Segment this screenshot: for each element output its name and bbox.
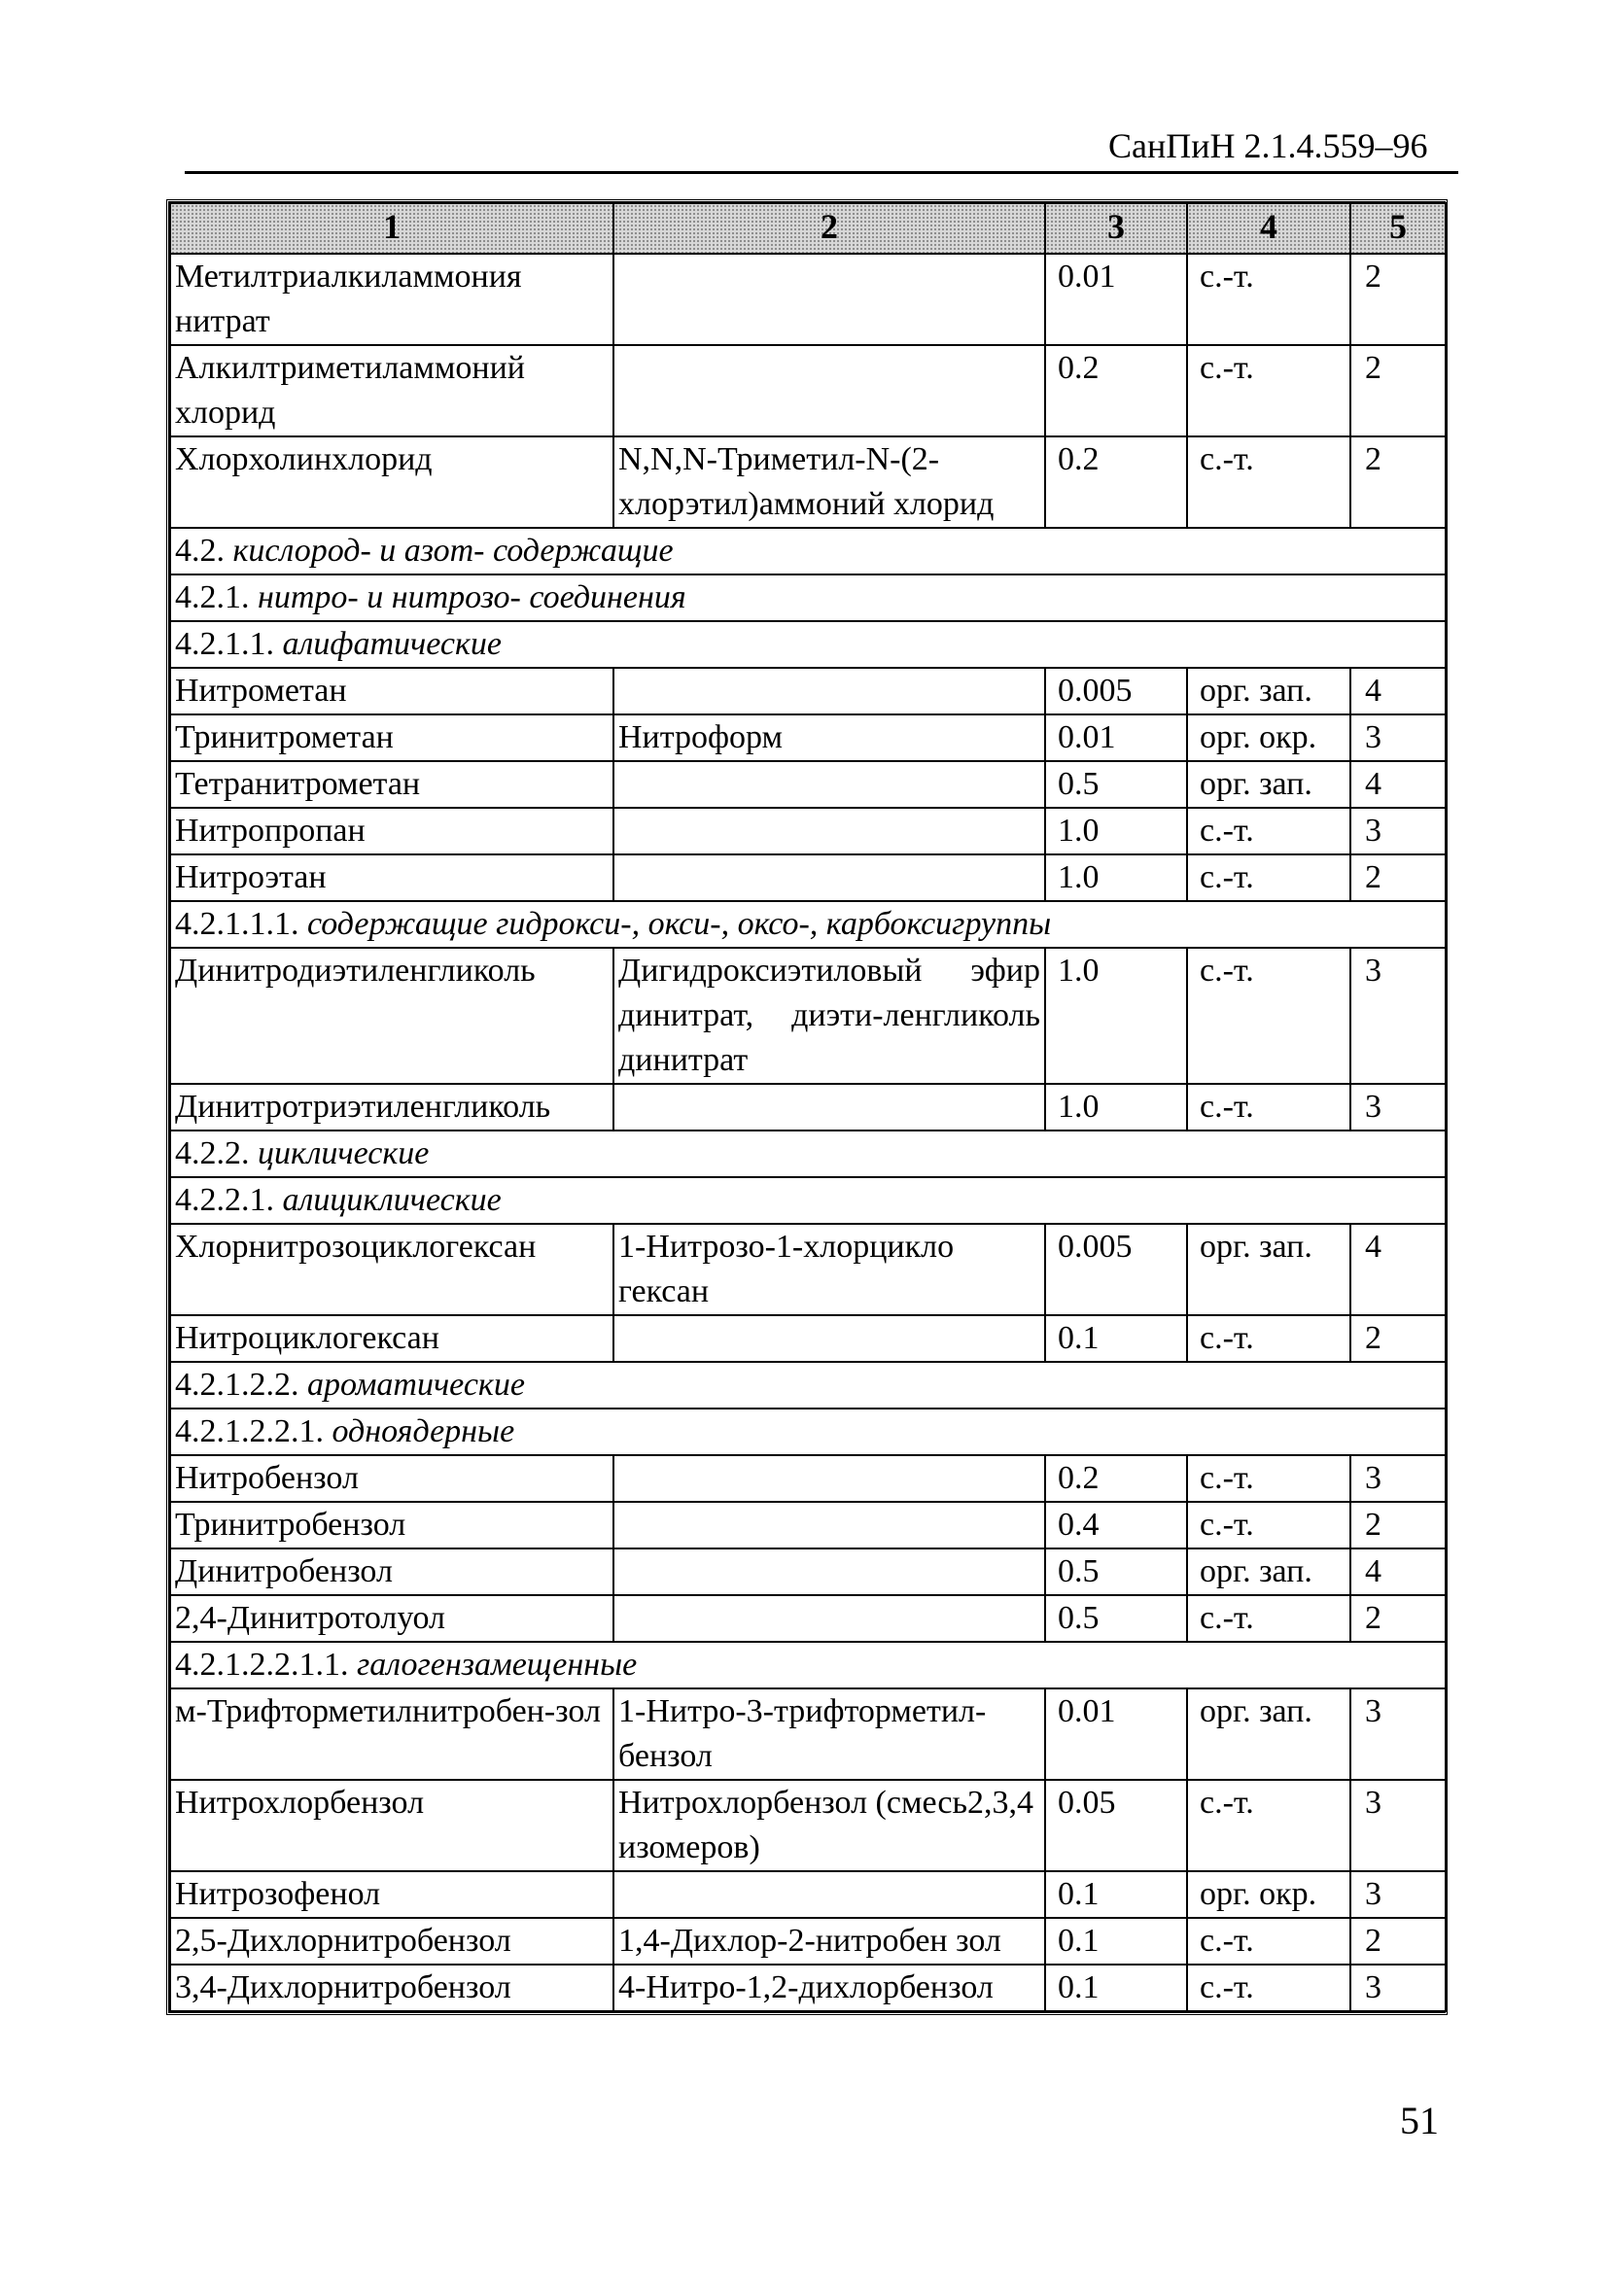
substance-name-cell: Хлорнитрозоциклогексан: [170, 1224, 613, 1315]
norm-value-cell: 1.0: [1045, 854, 1187, 901]
hazard-class-cell: 4: [1350, 761, 1446, 808]
section-row: [170, 574, 1446, 621]
table-header-row: [170, 203, 1446, 254]
hazard-class-cell: 3: [1350, 1688, 1446, 1780]
norm-value-cell: 0.2: [1045, 1455, 1187, 1502]
substance-name-cell: Хлорхолинхлорид: [170, 436, 613, 528]
column-header: 3: [1045, 203, 1187, 254]
synonym-cell: [613, 1455, 1045, 1502]
norm-value-cell: 0.2: [1045, 345, 1187, 436]
hazard-indicator-cell: с.-т.: [1187, 1965, 1350, 2011]
section-title: алифатические: [282, 626, 502, 662]
table-row: [170, 854, 1446, 901]
hazard-class-cell: 3: [1350, 948, 1446, 1084]
substance-name-cell: Нитробензол: [170, 1455, 613, 1502]
norm-value-cell: 0.5: [1045, 761, 1187, 808]
table-row: [170, 1455, 1446, 1502]
page-number: 51: [1400, 2099, 1439, 2142]
hazard-indicator-cell: с.-т.: [1187, 948, 1350, 1084]
hazard-indicator-cell: с.-т.: [1187, 345, 1350, 436]
column-header: 5: [1350, 203, 1446, 254]
hazard-class-cell: 2: [1350, 1595, 1446, 1642]
table-row: [170, 436, 1446, 528]
hazard-class-cell: 2: [1350, 1315, 1446, 1362]
synonym-cell: 1,4-Дихлор-2-нитробен зол: [613, 1918, 1045, 1965]
norm-value-cell: 0.4: [1045, 1502, 1187, 1548]
section-row: [170, 621, 1446, 668]
substance-name-cell: Нитроэтан: [170, 854, 613, 901]
header-rule: [185, 171, 1458, 174]
synonym-cell: [613, 1548, 1045, 1595]
section-row: [170, 1409, 1446, 1455]
hazard-indicator-cell: с.-т.: [1187, 808, 1350, 854]
section-title: нитро- и нитрозо- соединения: [258, 579, 686, 615]
hazard-class-cell: 3: [1350, 1871, 1446, 1918]
synonym-cell: [613, 1502, 1045, 1548]
hazard-indicator-cell: с.-т.: [1187, 1595, 1350, 1642]
synonym-cell: Нитроформ: [613, 714, 1045, 761]
hazard-indicator-cell: орг. зап.: [1187, 1688, 1350, 1780]
hazard-class-cell: 2: [1350, 1502, 1446, 1548]
section-number: 4.2.1.2.2.1.1.: [175, 1647, 349, 1683]
hazard-indicator-cell: с.-т.: [1187, 436, 1350, 528]
hazard-class-cell: 3: [1350, 1455, 1446, 1502]
table-row: [170, 1871, 1446, 1918]
synonym-cell: 1-Нитрозо-1-хлорцикло гексан: [613, 1224, 1045, 1315]
table-row: [170, 761, 1446, 808]
synonym-cell: N,N,N-Триметил-N-(2-хлорэтил)аммоний хлорид: [613, 436, 1045, 528]
norm-value-cell: 1.0: [1045, 808, 1187, 854]
section-row: [170, 1642, 1446, 1688]
section-row: [170, 1177, 1446, 1224]
hazard-indicator-cell: орг. окр.: [1187, 714, 1350, 761]
substance-name-cell: Нитрохлорбензол: [170, 1780, 613, 1871]
section-heading: [170, 1177, 1446, 1224]
hazard-class-cell: 2: [1350, 436, 1446, 528]
hazard-class-cell: 3: [1350, 714, 1446, 761]
section-title: кислород- и азот- содержащие: [232, 533, 674, 569]
hazard-indicator-cell: с.-т.: [1187, 1918, 1350, 1965]
hazard-class-cell: 2: [1350, 254, 1446, 345]
table-row: [170, 254, 1446, 345]
table-row: [170, 1918, 1446, 1965]
norm-value-cell: 0.1: [1045, 1965, 1187, 2011]
section-row: [170, 901, 1446, 948]
substance-name-cell: Метилтриалкиламмония нитрат: [170, 254, 613, 345]
substance-name-cell: Динитробензол: [170, 1548, 613, 1595]
substance-name-cell: Тринитробензол: [170, 1502, 613, 1548]
section-heading: [170, 901, 1446, 948]
hazard-indicator-cell: с.-т.: [1187, 1455, 1350, 1502]
hazard-class-cell: 2: [1350, 345, 1446, 436]
column-header: 1: [170, 203, 613, 254]
norm-value-cell: 0.5: [1045, 1548, 1187, 1595]
hazard-class-cell: 3: [1350, 1780, 1446, 1871]
table-row: [170, 714, 1446, 761]
table-row: [170, 1780, 1446, 1871]
table-row: [170, 668, 1446, 714]
section-number: 4.2.1.2.2.1.: [175, 1413, 324, 1449]
section-title: одноядерные: [332, 1413, 515, 1449]
section-row: [170, 1131, 1446, 1177]
hazard-indicator-cell: орг. зап.: [1187, 668, 1350, 714]
synonym-cell: [613, 1595, 1045, 1642]
substance-name-cell: м-Трифторметилнитробен-зол: [170, 1688, 613, 1780]
hazard-indicator-cell: орг. зап.: [1187, 1224, 1350, 1315]
norm-value-cell: 0.005: [1045, 668, 1187, 714]
norm-value-cell: 0.1: [1045, 1871, 1187, 1918]
section-heading: [170, 528, 1446, 574]
hazard-class-cell: 4: [1350, 1224, 1446, 1315]
hazard-indicator-cell: орг. зап.: [1187, 761, 1350, 808]
section-heading: [170, 1642, 1446, 1688]
document-code: СанПиН 2.1.4.559–96: [1108, 126, 1428, 165]
synonym-cell: [613, 345, 1045, 436]
table-row: [170, 345, 1446, 436]
norm-value-cell: 0.05: [1045, 1780, 1187, 1871]
norm-value-cell: 0.01: [1045, 714, 1187, 761]
hazard-class-cell: 3: [1350, 1084, 1446, 1131]
section-number: 4.2.2.: [175, 1135, 250, 1171]
synonym-cell: [613, 668, 1045, 714]
table-row: [170, 1688, 1446, 1780]
section-heading: [170, 1409, 1446, 1455]
section-number: 4.2.1.1.: [175, 626, 274, 662]
norm-value-cell: 0.01: [1045, 1688, 1187, 1780]
substance-name-cell: 2,5-Дихлорнитробензол: [170, 1918, 613, 1965]
substance-name-cell: Тринитрометан: [170, 714, 613, 761]
section-number: 4.2.1.: [175, 579, 250, 615]
section-title: циклические: [258, 1135, 430, 1171]
synonym-cell: Нитрохлорбензол (смесь2,3,4 изомеров): [613, 1780, 1045, 1871]
substances-table-grid: [169, 202, 1447, 2012]
synonym-cell: [613, 808, 1045, 854]
hazard-indicator-cell: с.-т.: [1187, 854, 1350, 901]
section-heading: [170, 621, 1446, 668]
hazard-class-cell: 4: [1350, 668, 1446, 714]
norm-value-cell: 0.1: [1045, 1315, 1187, 1362]
substance-name-cell: Тетранитрометан: [170, 761, 613, 808]
section-title: содержащие гидрокси-, окси-, оксо-, карбоксигруппы: [307, 906, 1052, 942]
column-header: 2: [613, 203, 1045, 254]
substances-table: [166, 199, 1448, 2015]
section-title: галогензамещенные: [357, 1647, 638, 1683]
synonym-cell: [613, 1084, 1045, 1131]
norm-value-cell: 1.0: [1045, 1084, 1187, 1131]
synonym-cell: [613, 1871, 1045, 1918]
table-row: [170, 948, 1446, 1084]
table-row: [170, 1224, 1446, 1315]
section-number: 4.2.: [175, 533, 225, 569]
synonym-cell: 1-Нитро-3-трифторметил-бензол: [613, 1688, 1045, 1780]
column-header: 4: [1187, 203, 1350, 254]
section-number: 4.2.1.1.1.: [175, 906, 299, 942]
table-row: [170, 808, 1446, 854]
hazard-indicator-cell: с.-т.: [1187, 1084, 1350, 1131]
hazard-indicator-cell: с.-т.: [1187, 1502, 1350, 1548]
hazard-class-cell: 3: [1350, 1965, 1446, 2011]
table-row: [170, 1084, 1446, 1131]
hazard-indicator-cell: с.-т.: [1187, 1315, 1350, 1362]
synonym-cell: [613, 254, 1045, 345]
section-number: 4.2.1.2.2.: [175, 1367, 299, 1403]
section-title: ароматические: [307, 1367, 525, 1403]
hazard-class-cell: 2: [1350, 1918, 1446, 1965]
norm-value-cell: 0.1: [1045, 1918, 1187, 1965]
synonym-cell: 4-Нитро-1,2-дихлорбензол: [613, 1965, 1045, 2011]
norm-value-cell: 1.0: [1045, 948, 1187, 1084]
synonym-cell: [613, 761, 1045, 808]
substance-name-cell: Нитрозофенол: [170, 1871, 613, 1918]
table-row: [170, 1315, 1446, 1362]
section-heading: [170, 574, 1446, 621]
norm-value-cell: 0.5: [1045, 1595, 1187, 1642]
hazard-indicator-cell: орг. зап.: [1187, 1548, 1350, 1595]
section-row: [170, 528, 1446, 574]
table-row: [170, 1595, 1446, 1642]
substance-name-cell: 2,4-Динитротолуол: [170, 1595, 613, 1642]
section-row: [170, 1362, 1446, 1409]
substance-name-cell: Алкилтриметиламмоний хлорид: [170, 345, 613, 436]
section-title: алициклические: [282, 1182, 502, 1218]
synonym-cell: [613, 854, 1045, 901]
hazard-indicator-cell: с.-т.: [1187, 254, 1350, 345]
synonym-cell: Дигидроксиэтиловый эфир динитрат, диэти-ленгликоль динитрат: [613, 948, 1045, 1084]
hazard-indicator-cell: с.-т.: [1187, 1780, 1350, 1871]
section-number: 4.2.2.1.: [175, 1182, 274, 1218]
hazard-class-cell: 2: [1350, 854, 1446, 901]
norm-value-cell: 0.005: [1045, 1224, 1187, 1315]
substance-name-cell: Нитроциклогексан: [170, 1315, 613, 1362]
synonym-cell: [613, 1315, 1045, 1362]
table-row: [170, 1548, 1446, 1595]
section-heading: [170, 1131, 1446, 1177]
substance-name-cell: Динитротриэтиленгликоль: [170, 1084, 613, 1131]
substance-name-cell: 3,4-Дихлорнитробензол: [170, 1965, 613, 2011]
table-row: [170, 1965, 1446, 2011]
substance-name-cell: Нитропропан: [170, 808, 613, 854]
hazard-class-cell: 3: [1350, 808, 1446, 854]
substance-name-cell: Нитрометан: [170, 668, 613, 714]
hazard-class-cell: 4: [1350, 1548, 1446, 1595]
norm-value-cell: 0.01: [1045, 254, 1187, 345]
table-row: [170, 1502, 1446, 1548]
section-heading: [170, 1362, 1446, 1409]
hazard-indicator-cell: орг. окр.: [1187, 1871, 1350, 1918]
norm-value-cell: 0.2: [1045, 436, 1187, 528]
substance-name-cell: Динитродиэтиленгликоль: [170, 948, 613, 1084]
